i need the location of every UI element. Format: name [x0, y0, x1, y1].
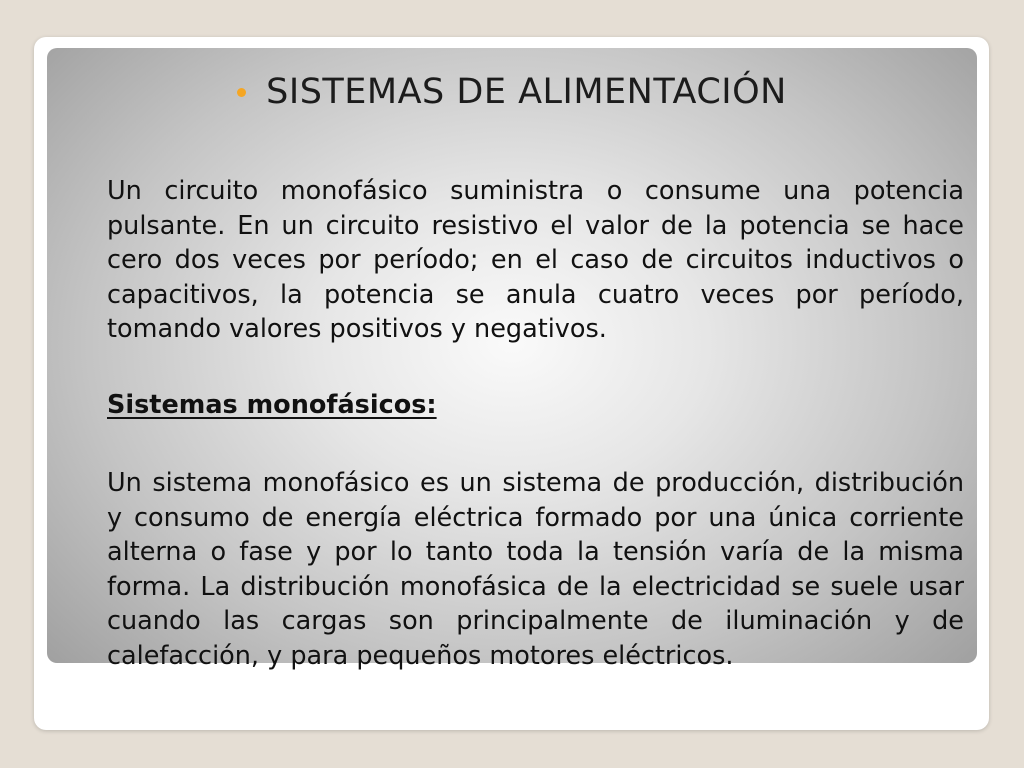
bullet-icon [237, 88, 246, 97]
slide-title-row [0, 72, 1024, 122]
paragraph-monophase-system: Un sistema monofásico es un sistema de producción, distribución y consumo de energía eléctrica formado por una única corriente alterna o fase y por lo tanto toda la tensión varía de la misma forma. La distribución monofásica de la electricidad se suele usar cuando las cargas son principalmente de iluminación y de calefacción, y para pequeños motores eléctricos. [107, 468, 964, 671]
paragraph-power-description: Un circuito monofásico suministra o consume una potencia pulsante. En un circuito resistivo el valor de la potencia se hace cero dos veces por período; en el caso de circuitos inductivos o capacitivos, la potencia se anula cuatro veces por período, tomando valores positivos y negativos. [107, 176, 964, 344]
slide-title: SISTEMAS DE ALIMENTACIÓN [266, 72, 787, 112]
section-subheading: Sistemas monofásicos: [107, 390, 437, 420]
